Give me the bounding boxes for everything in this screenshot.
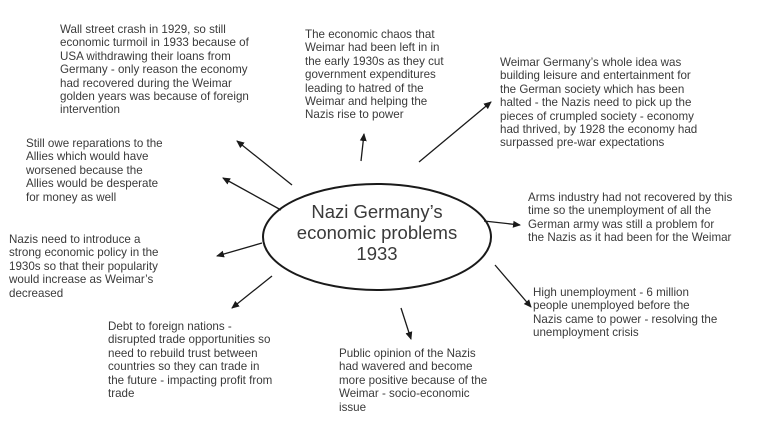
note-public-opinion: Public opinion of the Nazis had wavered and become more positive because of the Weimar - socio-economic issue [339,347,488,414]
note-leisure-entertainment: Weimar Germany’s whole idea was building leisure and entertainment for the German society which has been halted - the Nazis need to pick up the pieces of crumpled society - economy had thrived, by 1928 the economy had surpassed pre-war expectations [500,56,698,150]
note-foreign-debt: Debt to foreign nations - disrupted trade opportunities so need to rebuild trust between countries so they can trade in the future - impacting profit from trade [108,320,273,401]
arrow-to-economic-chaos [361,134,364,161]
arrow-to-public-opinion [401,308,411,339]
arrow-to-foreign-debt [232,276,272,308]
arrow-to-arms-industry [484,221,520,225]
arrow-to-wall-street-crash [237,141,292,185]
note-wall-street-crash: Wall street crash in 1929, so still economic turmoil in 1933 because of USA withdrawing their loans from Germany - only reason the economy had recovered during the Weimar golden years was because of foreign intervention [60,23,249,117]
arrow-to-economic-policy [217,243,262,256]
note-high-unemployment: High unemployment - 6 million people unemployed before the Nazis came to power - resolving the unemployment crisis [533,286,718,340]
note-economic-chaos: The economic chaos that Weimar had been left in in the early 1930s as they cut government expenditures leading to hatred of the Weimar and helping the Nazis rise to power [305,28,444,122]
note-reparations: Still owe reparations to the Allies which would have worsened because the Allies would be desperate for money as well [26,137,163,204]
arrow-to-high-unemployment [495,265,531,307]
note-arms-industry: Arms industry had not recovered by this time so the unemployment of all the German army was still a problem for the Nazis as it had been for the Weimar [528,191,733,245]
central-node-title: Nazi Germany’s economic problems 1933 [296,201,458,264]
note-economic-policy: Nazis need to introduce a strong economic policy in the 1930s so that their popularity would increase as Weimar’s decreased [9,233,159,300]
